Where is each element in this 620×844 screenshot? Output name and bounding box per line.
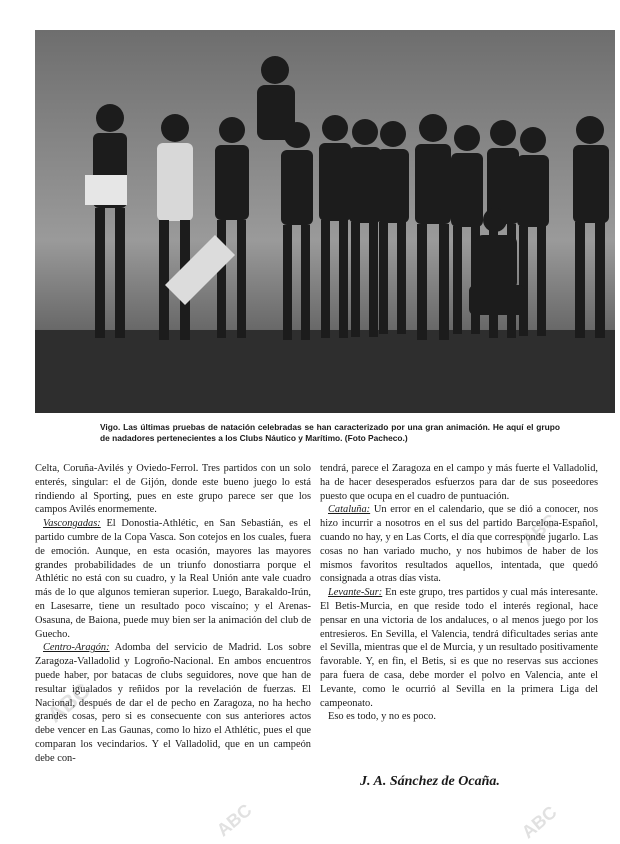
paragraph: Levante-Sur: En este grupo, tres partidos y cual más interesante. El Betis-Murcia, en que reside todo el interés regional, hace pensar en una victoria de los andaluces, o al menos juego por los entresieros. En Sevilla, el Valencia, tendrá dificultades serias ante el Sevilla, mientras que el de Murcia, y un resultado positivamente favorable. Y, en fin, el Betis, si es que no reservas sus acciones para fuera de casa, debe morder el polvo en Valencia, ante el Levante, como le ocurrió al Sevilla en la primera Liga del campeonato.	[320, 587, 598, 709]
section-heading: Cataluña:	[328, 504, 371, 516]
article-right-column	[320, 462, 598, 724]
watermark: ABC	[212, 799, 256, 841]
paragraph: Eso es todo, y no es poco.	[328, 711, 436, 723]
paragraph: Vascongadas: El Donostia-Athlétic, en San Sebastián, es el partido cumbre de la Copa Vasca. Son cotejos en los cuales, fuera de emoción. Aunque, en esta ocasión, mayores las mayores grandes probabilidades de un triunfo donostiarra porque el Athlétic no está con su cuadro, y la Real Unión ante vale cuadro más de lo que algunos temieran superior. Luego, Barakaldo-Irún, en Lasesarre, tiene un resultado poco viscaíno; y el Arenas-Osasuna, de Baiona, puede muy bien ser la animación del club de Guecho.	[35, 518, 311, 640]
watermark: ABC	[517, 509, 561, 551]
section-heading: Centro-Aragón:	[43, 642, 110, 654]
watermark: ABC	[42, 677, 95, 728]
photo-caption: Vigo. Las últimas pruebas de natación celebradas se han caracterizado por una gran animación. He aquí el grupo de nadadores pertenecientes a los Clubs Náutico y Marítimo. (Foto Pacheco.)	[100, 422, 560, 444]
paragraph: Celta, Coruña-Avilés y Oviedo-Ferrol. Tres partidos con un solo enterés, singular: el de Gijón, donde este bueno juego lo está rindiendo al Sporting, pues en este grupo parece ser que los campos Avilés enormemente.	[35, 463, 311, 516]
article-left-column	[35, 462, 311, 766]
watermark: ABC	[517, 801, 561, 843]
paragraph: Cataluña: Un error en el calendario, que se dió a conocer, nos hizo incurrir a nosotros en el sus del partido Barcelona-Español, cuando no hay, y en Las Corts, el día que corresponde jugarlo. Las cosas no han variado mucho, y nos hubimos de haber de los mismos favoritos resultados aquellos, intentada, que quedó consignada a otras días vista.	[320, 504, 598, 585]
section-heading: Levante-Sur:	[328, 587, 383, 599]
author-signature: J. A. Sánchez de Ocaña.	[360, 774, 500, 789]
team-photo	[35, 30, 615, 413]
paragraph: Centro-Aragón: Adomba del servicio de Madrid. Los sobre Zaragoza-Valladolid y Logroño-Nacional. En ambos encuentros puede haber, por batacas de clubs seguidores, nove que han de resultar igualados y reñidos por la revelación de fuerzas. El Nacional, después de dar el de pecho en Zaragoza, no ha hecho grandes cosas, pero si es consecuente con sus anteriores actos debe vencer en Las Gaunas, como lo hizo el Athlétic, pues el que comparan los vecindarios. Y el Valladolid, que en un campeón debe con-	[35, 642, 311, 764]
photo-illustration	[35, 30, 615, 413]
paragraph: tendrá, parece el Zaragoza en el campo y más fuerte el Valladolid, ha de hacer desesperados esfuerzos para dar de sus poseedores puesto que ocupa en el cuadro de puntuación.	[320, 463, 598, 502]
section-heading: Vascongadas:	[43, 518, 101, 530]
